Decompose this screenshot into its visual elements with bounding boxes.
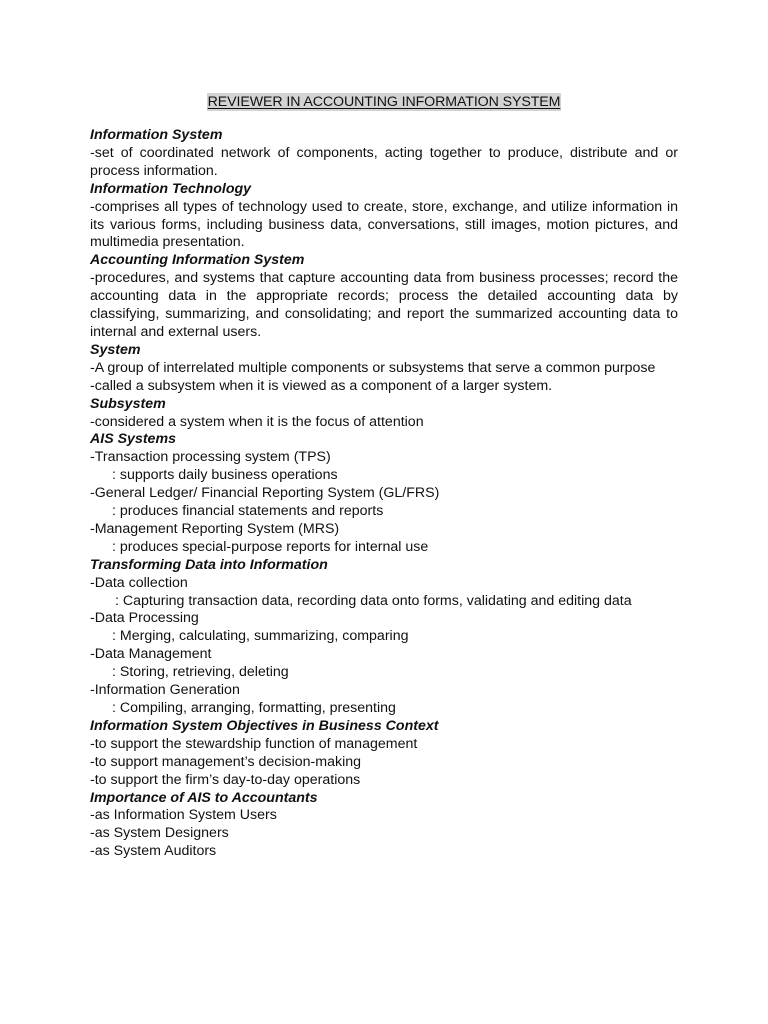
heading-importance: Importance of AIS to Accountants — [90, 789, 318, 806]
ais-system-detail: : produces financial statements and reports — [112, 503, 384, 520]
objective-line: -to support the firm’s day-to-day operations — [90, 771, 361, 788]
importance-line: -as System Auditors — [90, 843, 217, 860]
objective-line: -to support the stewardship function of management — [90, 735, 418, 752]
transform-step-detail: : Storing, retrieving, deleting — [112, 664, 289, 681]
transform-step-detail: : Compiling, arranging, formatting, presenting — [112, 700, 396, 716]
transform-step-label: -Information Generation — [90, 682, 240, 699]
heading-system: System — [90, 341, 141, 358]
transform-step-detail: : Capturing transaction data, recording data onto forms, validating and editing data — [115, 592, 632, 609]
subsystem-line: -considered a system when it is the focus of attention — [90, 413, 424, 430]
ais-system-label: -Transaction processing system (TPS) — [90, 449, 331, 466]
heading-information-system: Information System — [90, 127, 223, 143]
heading-ais-systems: AIS Systems — [90, 431, 176, 448]
transform-step-label: -Data collection — [90, 574, 188, 591]
system-line: -A group of interrelated multiple components or subsystems that serve a common purpose — [90, 359, 656, 376]
heading-objectives: Information System Objectives in Business Context — [90, 717, 439, 734]
definition-accounting-information-system: -procedures, and systems that capture accounting data from business processes; record the accounting data in the appropriate records; process the detailed accounting data by classifying, summarizing, and consolidating; and report the summarized accounting data to internal and external users. — [90, 270, 678, 340]
transform-step-detail: : Merging, calculating, summarizing, comparing — [112, 628, 409, 645]
definition-information-system: -set of coordinated network of components, acting together to produce, distribute and or process information. — [90, 144, 678, 179]
definition-information-technology: -comprises all types of technology used to create, store, exchange, and utilize information in its various forms, including business data, conversations, still images, motion pictures, and multimedia presentation. — [90, 198, 678, 251]
document-body — [90, 127, 678, 861]
ais-system-detail: : produces special-purpose reports for internal use — [112, 538, 429, 555]
heading-accounting-information-system: Accounting Information System — [90, 252, 305, 269]
importance-line: -as System Designers — [90, 825, 229, 842]
ais-system-label: -General Ledger/ Financial Reporting System (GL/FRS) — [90, 485, 440, 502]
document-title: REVIEWER IN ACCOUNTING INFORMATION SYSTEM — [207, 94, 561, 110]
importance-line: -as Information System Users — [90, 807, 277, 824]
heading-subsystem: Subsystem — [90, 395, 166, 412]
objective-line: -to support management’s decision-making — [90, 753, 362, 770]
system-line: -called a subsystem when it is viewed as a component of a larger system. — [90, 377, 553, 394]
transform-step-label: -Data Processing — [90, 610, 199, 627]
heading-transforming-data: Transforming Data into Information — [90, 556, 328, 573]
ais-system-label: -Management Reporting System (MRS) — [90, 520, 340, 537]
ais-system-detail: : supports daily business operations — [112, 467, 338, 484]
transform-step-label: -Data Management — [90, 646, 212, 663]
title-block — [90, 93, 678, 111]
heading-information-technology: Information Technology — [90, 180, 252, 197]
